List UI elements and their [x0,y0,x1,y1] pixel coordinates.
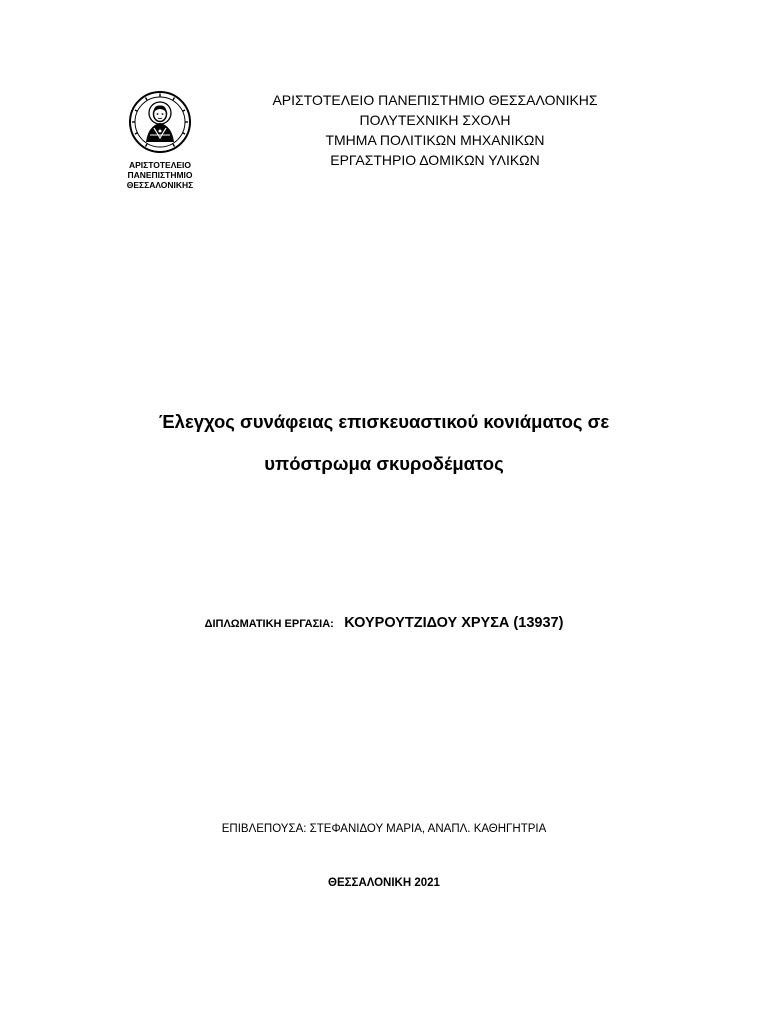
header-school: ΠΟΛΥΤΕΧΝΙΚΗ ΣΧΟΛΗ [359,112,511,128]
thesis-title-line-1: Έλεγχος συνάφειας επισκευαστικού κονιάματος σε [158,411,610,432]
thesis-label: ΔΙΠΛΩΜΑΤΙΚΗ ΕΡΓΑΣΙΑ [204,618,331,630]
logo-text-line-3: ΘΕΣΣΑΛΟΝΙΚΗΣ [126,180,194,190]
thesis-separator: : [330,618,334,630]
header-department: ΤΜΗΜΑ ΠΟΛΙΤΙΚΩΝ ΜΗΧΑΝΙΚΩΝ [325,132,545,148]
university-logo [118,86,202,190]
header-laboratory: ΕΡΓΑΣΤΗΡΙΟ ΔΟΜΙΚΩΝ ΥΛΙΚΩΝ [330,152,540,168]
thesis-title-line-2: υπόστρωμα σκυροδέματος [264,453,504,474]
supervisor-line: ΕΠΙΒΛΕΠΟΥΣΑ: ΣΤΕΦΑΝΙΔΟΥ ΜΑΡΙΑ, ΑΝΑΠΛ. ΚΑΘΗΓΗΤΡΙΑ [221,823,547,835]
institution-header [220,90,650,170]
header-university: ΑΡΙΣΤΟΤΕΛΕΙΟ ΠΑΝΕΠΙΣΤΗΜΙΟ ΘΕΣΣΑΛΟΝΙΚΗΣ [272,92,598,108]
logo-text-line-1: ΑΡΙΣΤΟΤΕΛΕΙΟ [128,160,192,170]
logo-text-line-2: ΠΑΝΕΠΙΣΤΗΜΙΟ [127,170,193,180]
thesis-author-line [100,614,668,632]
thesis-author: ΚΟΥΡΟΥΤΖΙΔΟΥ ΧΡΥΣΑ (13937) [344,615,564,631]
place-year: ΘΕΣΣΑΛΟΝΙΚΗ 2021 [328,877,440,889]
university-seal-icon [128,86,192,158]
